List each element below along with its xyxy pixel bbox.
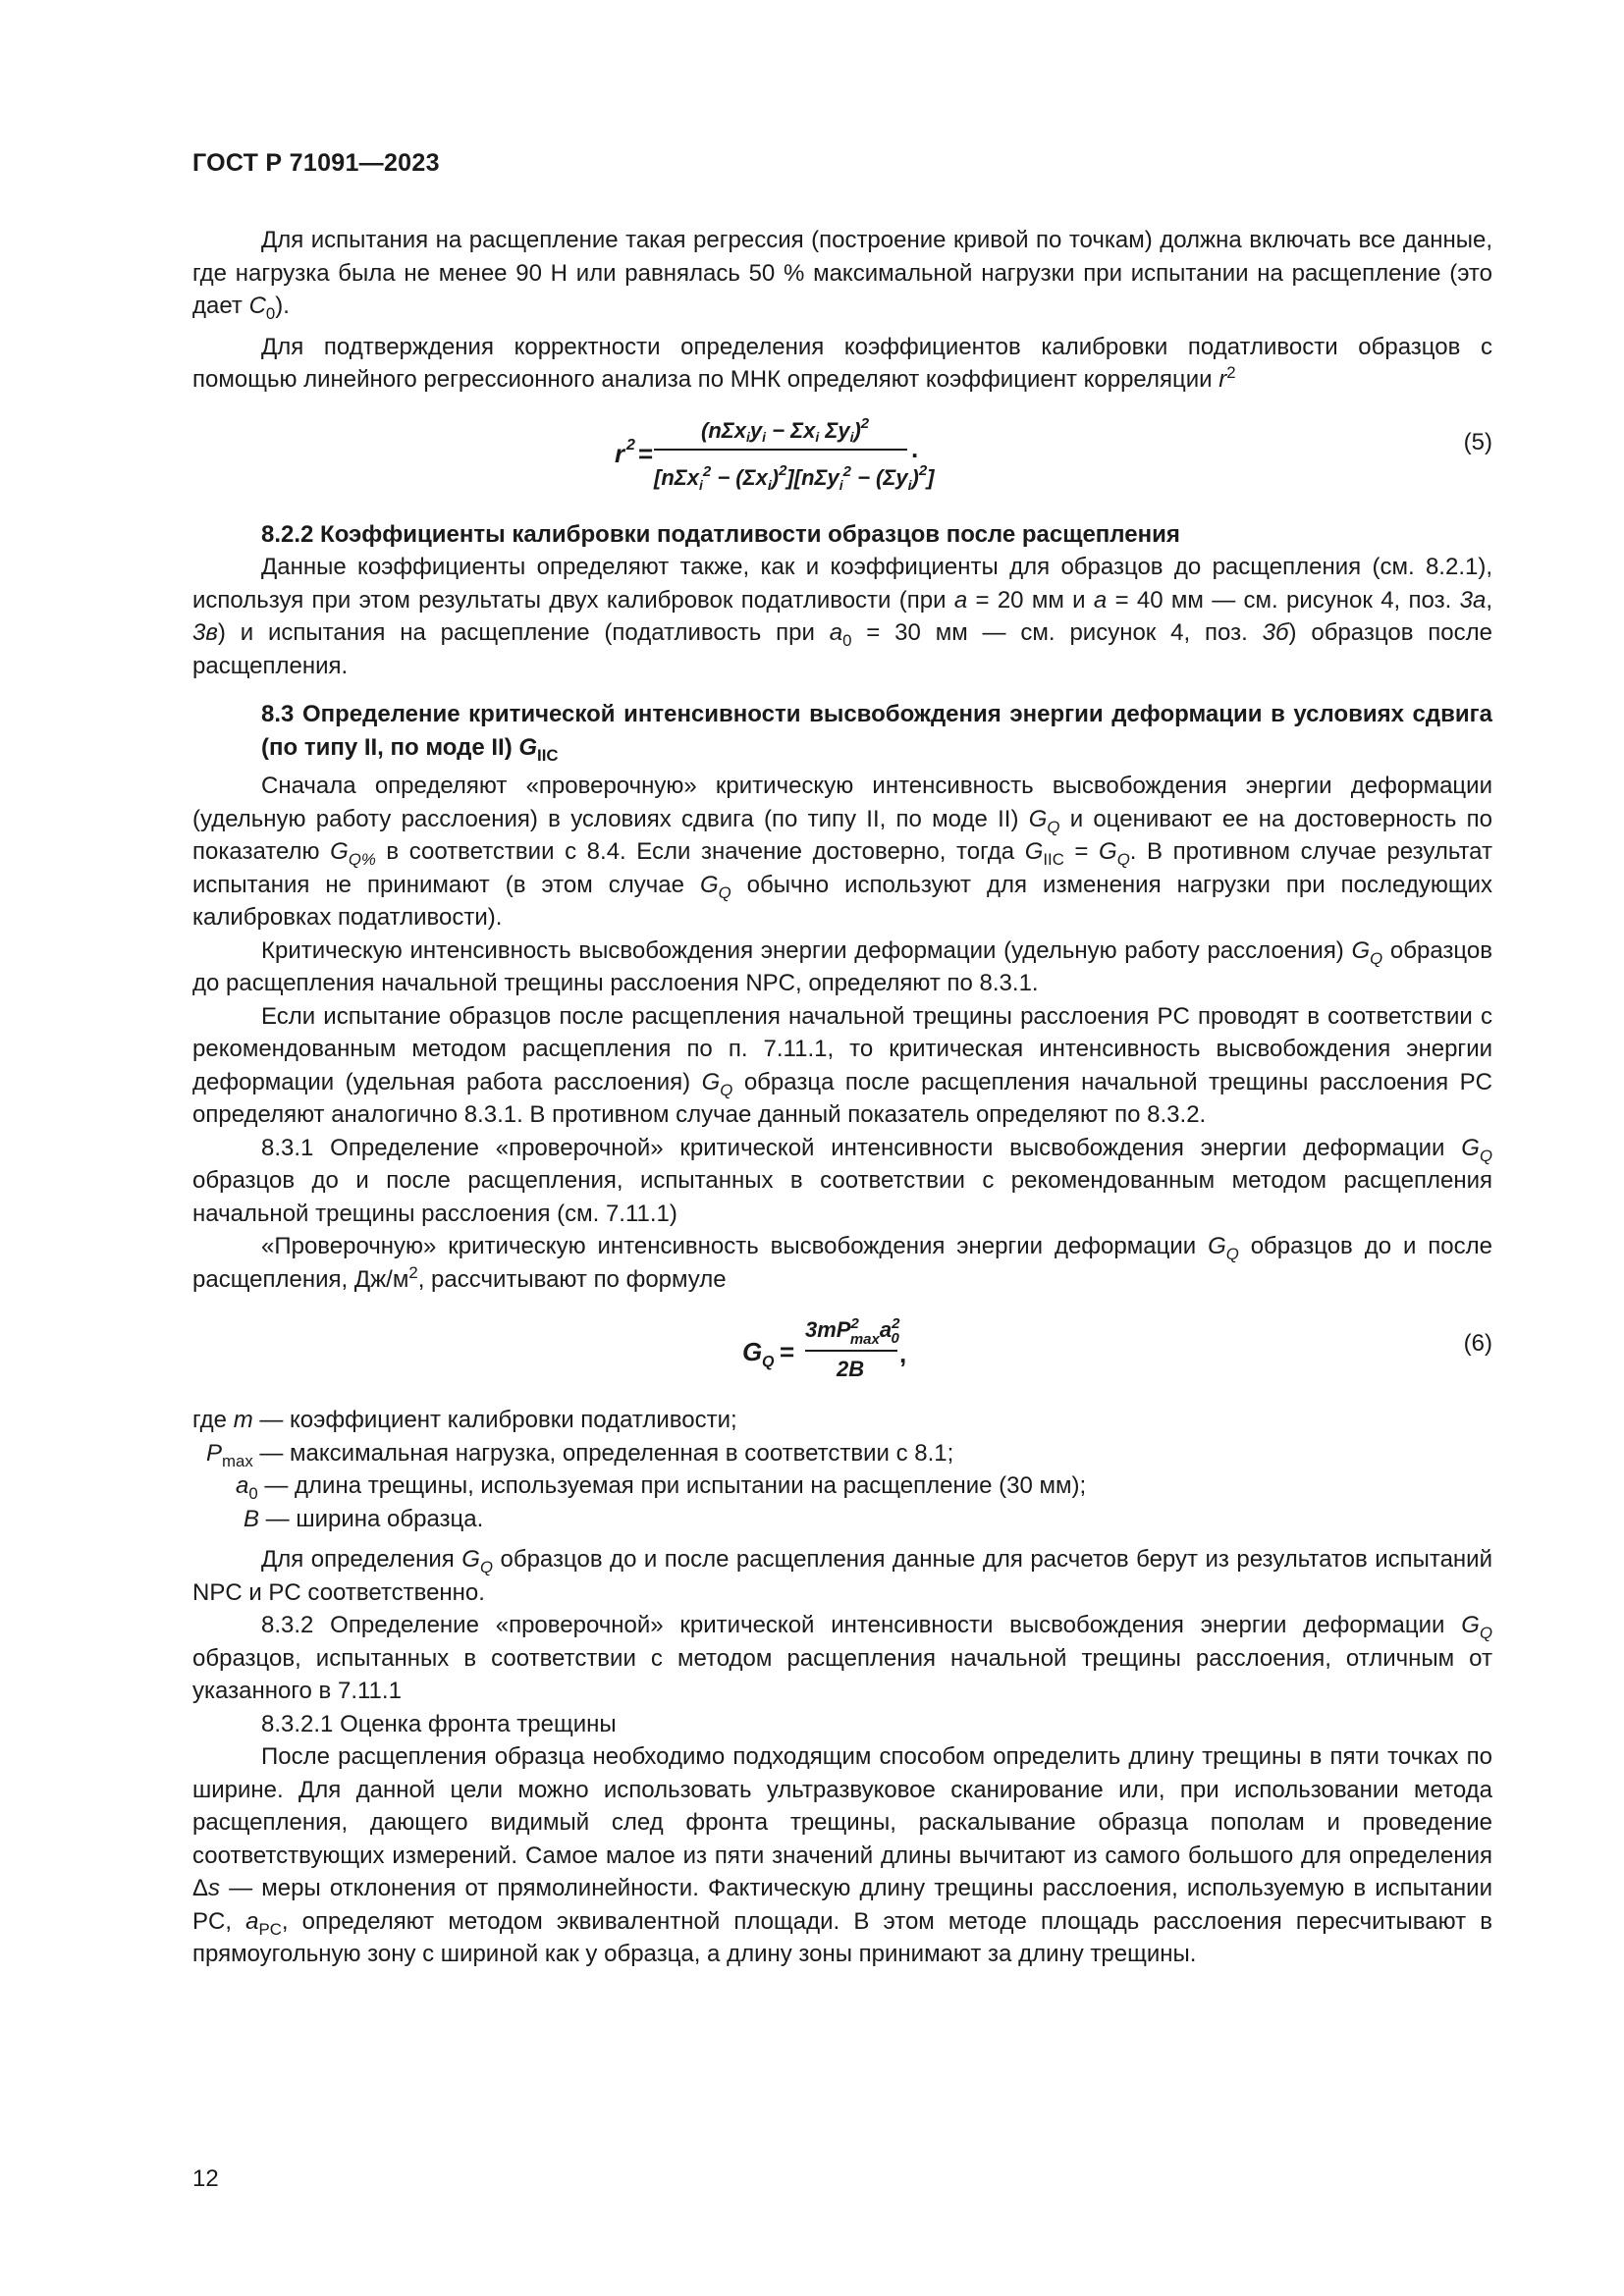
formula-5-image	[615, 406, 939, 505]
tail-p1: Для определения $G_Q$ образцов до и после расщепления данные для расчетов берут из результатов испытаний NPC и PC соответственно.	[192, 1546, 1492, 1606]
formula-5-equals: =	[638, 438, 654, 468]
formula-5	[192, 406, 1492, 505]
section-822-text: Данные коэффициенты определяют также, как и коэффициенты для образцов до расщепления (см. 8.2.1), используя при этом результаты двух калибровок податливости (при a = 20 мм и a = 40 мм — см. рисунок 4, поз. 3а, 3в) и испытания на расщепление (податливость при $a_0 = 30$ мм — см. рисунок 4, поз. 3б) образцов после расщепления.	[192, 554, 1492, 679]
section-83-title: 8.3 Определение критической интенсивности высвобождения энергии деформации в условиях сдвига (по типу II, по моде II) $G_{IIC}$	[261, 701, 1492, 765]
formula-6-image	[742, 1302, 939, 1396]
section-83-p2: Критическую интенсивность высвобождения энергии деформации (удельную работу расслоения) $G_Q$ образцов до расщепления начальной трещины расслоения NPC, определяют по 8.3.1.	[192, 936, 1492, 996]
formula-6-numerator: $3mP^2$ maxa$^2$ 0	[805, 1315, 900, 1348]
definition-m: где m — коэффициент калибровки податливости;	[192, 1407, 737, 1433]
section-8321-text: После расщепления образца необходимо подходящим способом определить длину трещины в пяти точках по ширине. Для данной цели можно использовать ультразвуковое сканирование или, при использовании метода расщепления, дающего видимый след фронта трещины, раскалывание образца пополам и проведение соответствующих измерений. Самое малое из пяти значений длины вычитают из самого большого для определения Δs — меры отклонения от прямолинейности. Фактическую длину трещины расслоения, используемую в испытании PC, $a_{PC}$, определяют методом эквивалентной площади. В этом методе площадь расслоения пересчитывают в прямоугольную зону с шириной как у образца, а длину зоны принимают за длину трещины.	[192, 1743, 1492, 1967]
formula-5-lhs-sup: 2	[626, 436, 635, 454]
formula-5-number: (5)	[1463, 428, 1492, 455]
definition-b: B — ширина образца.	[244, 1505, 484, 1532]
formula-5-denominator: $[n\Sigma x_i^2 - (\Sigma x_i)^2][n\Sigma y_i^2 - (\Sigma y_i)^2]$	[654, 461, 935, 493]
paragraph-regression: Для испытания на расщепление такая регрессия (построение кривой по точкам) должна включать все данные, где нагрузка была не менее 90 Н или равнялась 50 % максимальной нагрузки при испытании на расщепление (это дает $C_0$).	[192, 227, 1492, 323]
definition-a0: $a_0$ — длина трещины, используемая при испытании на расщепление (30 мм);	[236, 1472, 1087, 1503]
page-body	[192, 224, 1492, 1971]
section-832: 8.3.2 Определение «проверочной» критической интенсивности высвобождения энергии деформации $G_Q$ образцов, испытанных в соответствии с методом расщепления начальной трещины расслоения, отличным от указанного в 7.11.1	[192, 1612, 1492, 1704]
section-831-formula-intro: «Проверочную» критическую интенсивность высвобождения энергии деформации $G_Q$ образцов до и после расщепления, $Дж/м^2$, рассчитывают по формуле	[192, 1233, 1492, 1293]
page-number: 12	[192, 2165, 219, 2192]
definitions-list	[192, 1404, 1492, 1535]
formula-6	[192, 1302, 1492, 1396]
svg-text:.: .	[911, 433, 919, 463]
formula-6-equals: =	[780, 1337, 795, 1366]
section-822-title: 8.2.2 Коэффициенты калибровки податливости образцов после расщепления	[261, 520, 1180, 548]
section-831: 8.3.1 Определение «проверочной» критической интенсивности высвобождения энергии деформации $G_Q$ образцов до и после расщепления, испытанных в соответствии с рекомендованным методом расщепления начальной трещины расслоения (см. 7.11.1)	[192, 1134, 1492, 1227]
section-83-p1: Сначала определяют «проверочную» критическую интенсивность высвобождения энергии деформации (удельную работу расслоения) в условиях сдвига (по типу II, по моде II) $G_Q$ и оценивают ее на достоверность по показателю $G_{Q\%}$ в соответствии с 8.4. Если значение достоверно, тогда $G_{IIC} = G_Q$. В противном случае результат испытания не принимают (в этом случае $G_Q$ обычно используют для изменения нагрузки при последующих калибровках податливости).	[192, 773, 1492, 931]
document-header: ГОСТ Р 71091—2023	[192, 149, 440, 177]
formula-6-lhs-sub: Q	[762, 1354, 775, 1370]
paragraph-correlation: Для подтверждения корректности определения коэффициентов калибровки податливости образцов с помощью линейного регрессионного анализа по МНК определяют коэффициент корреляции $r^2$	[192, 333, 1492, 393]
formula-6-number: (6)	[1463, 1330, 1492, 1357]
section-83-p3: Если испытание образцов после расщепления начальной трещины расслоения PC проводят в соответствии с рекомендованным методом расщепления по п. 7.11.1, то критическая интенсивность высвобождения энергии деформации (удельная работа расслоения) $G_Q$ образца после расщепления начальной трещины расслоения PC определяют аналогично 8.3.1. В противном случае данный показатель определяют по 8.3.2.	[192, 1002, 1492, 1128]
formula-6-denominator: 2B	[837, 1357, 865, 1381]
section-8321-title: 8.3.2.1 Оценка фронта трещины	[261, 1710, 617, 1737]
definition-pmax: $P_{max}$ — максимальная нагрузка, определенная в соответствии с 8.1;	[206, 1439, 954, 1470]
formula-6-comma: ,	[899, 1339, 907, 1368]
formula-5-lhs: r	[615, 438, 625, 468]
formula-6-lhs: G	[742, 1337, 763, 1366]
formula-5-numerator: (nΣxiyi − Σxi Σyi)$^2$	[701, 414, 870, 445]
